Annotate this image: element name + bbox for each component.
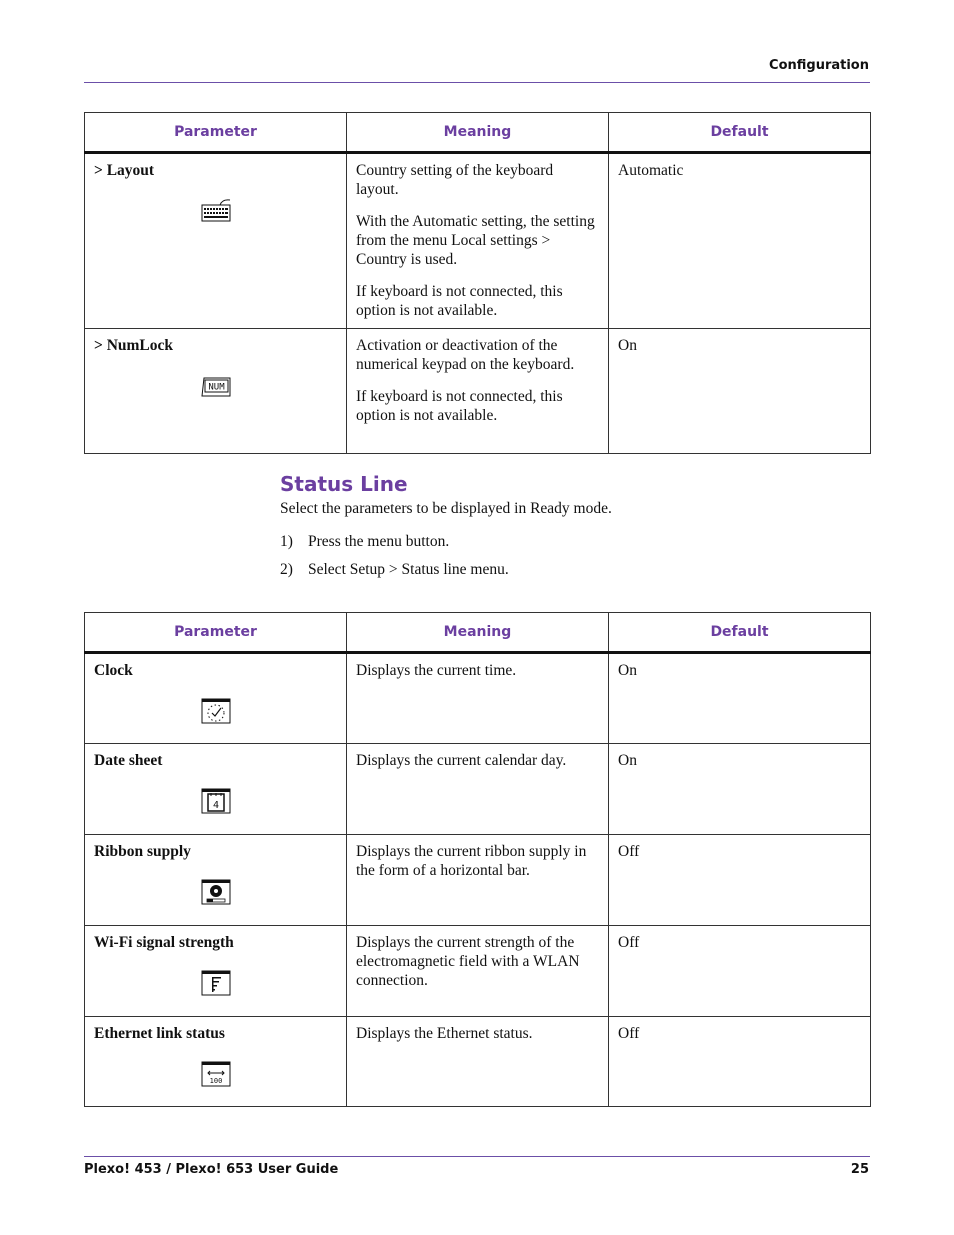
clock-icon [200, 697, 232, 725]
meaning-cell: Displays the current strength of the electromagnetic field with a WLAN connection. [347, 926, 609, 1017]
column-header-default: Default [609, 613, 871, 653]
calendar-icon-text: 4 [212, 800, 220, 811]
header-rule [84, 82, 870, 83]
parameter-name: Ethernet link status [94, 1025, 225, 1042]
table-row [85, 329, 871, 454]
ethernet-icon [200, 1060, 232, 1088]
table-row [85, 744, 871, 835]
parameter-cell [85, 926, 347, 1017]
parameter-name: Clock [94, 662, 133, 679]
running-header: Configuration [769, 58, 869, 73]
default-cell: On [609, 329, 871, 454]
column-header-parameter: Parameter [85, 113, 347, 153]
meaning-text: If keyboard is not connected, this option is not available. [356, 388, 563, 424]
default-cell: On [609, 744, 871, 835]
section-intro: Select the parameters to be displayed in Ready mode. [280, 500, 612, 517]
meaning-text: Country setting of the keyboard layout. [356, 162, 554, 198]
default-cell: Off [609, 1017, 871, 1107]
meaning-text: Activation or deactivation of the numerical keypad on the keyboard. [356, 337, 575, 373]
step-text: Select Setup > Status line menu. [308, 561, 509, 578]
default-cell: Off [609, 835, 871, 926]
meaning-cell: Displays the current ribbon supply in the form of a horizontal bar. [347, 835, 609, 926]
default-cell: Off [609, 926, 871, 1017]
default-cell: Automatic [609, 153, 871, 329]
section-title: Status Line [280, 472, 408, 496]
column-header-default: Default [609, 113, 871, 153]
numlock-icon-text: NUM [208, 382, 225, 393]
meaning-text: With the Automatic setting, the setting from the menu Local settings > Country is used. [356, 213, 595, 268]
table-row [85, 926, 871, 1017]
parameter-name: Date sheet [94, 752, 163, 769]
parameter-name: Ribbon supply [94, 843, 191, 860]
parameter-cell [85, 1017, 347, 1107]
footer-title: Plexo! 453 / Plexo! 653 User Guide [84, 1162, 339, 1177]
parameter-cell [85, 329, 347, 454]
table-row [85, 835, 871, 926]
meaning-cell: Displays the current calendar day. [347, 744, 609, 835]
table-header-row [85, 613, 871, 653]
parameter-cell [85, 153, 347, 329]
keyboard-parameters-table [84, 112, 871, 454]
meaning-cell [347, 153, 609, 329]
ribbon-icon [200, 878, 232, 906]
column-header-meaning: Meaning [347, 613, 609, 653]
parameter-name: > NumLock [94, 337, 174, 354]
step-number: 1) [280, 533, 293, 550]
parameter-name: Wi-Fi signal strength [94, 934, 234, 951]
parameter-cell [85, 653, 347, 744]
parameter-cell [85, 835, 347, 926]
step-number: 2) [280, 561, 293, 578]
meaning-cell [347, 329, 609, 454]
keyboard-icon [200, 197, 232, 225]
column-header-meaning: Meaning [347, 113, 609, 153]
meaning-text: If keyboard is not connected, this option is not available. [356, 283, 563, 319]
meaning-cell: Displays the Ethernet status. [347, 1017, 609, 1107]
parameter-cell [85, 744, 347, 835]
step-item [280, 533, 449, 551]
footer-rule [84, 1156, 870, 1157]
column-header-parameter: Parameter [85, 613, 347, 653]
status-line-parameters-table [84, 612, 871, 1107]
page-number: 25 [850, 1162, 869, 1177]
ethernet-icon-text: 100 [209, 1077, 223, 1085]
table-header-row [85, 113, 871, 153]
default-cell: On [609, 653, 871, 744]
calendar-icon [200, 787, 232, 815]
table-row [85, 653, 871, 744]
parameter-name: > Layout [94, 162, 155, 179]
step-text: Press the menu button. [308, 533, 450, 550]
table-row [85, 1017, 871, 1107]
numlock-icon [200, 372, 232, 400]
table-row [85, 153, 871, 329]
wifi-signal-icon [200, 969, 232, 997]
step-item [280, 561, 509, 579]
meaning-cell: Displays the current time. [347, 653, 609, 744]
